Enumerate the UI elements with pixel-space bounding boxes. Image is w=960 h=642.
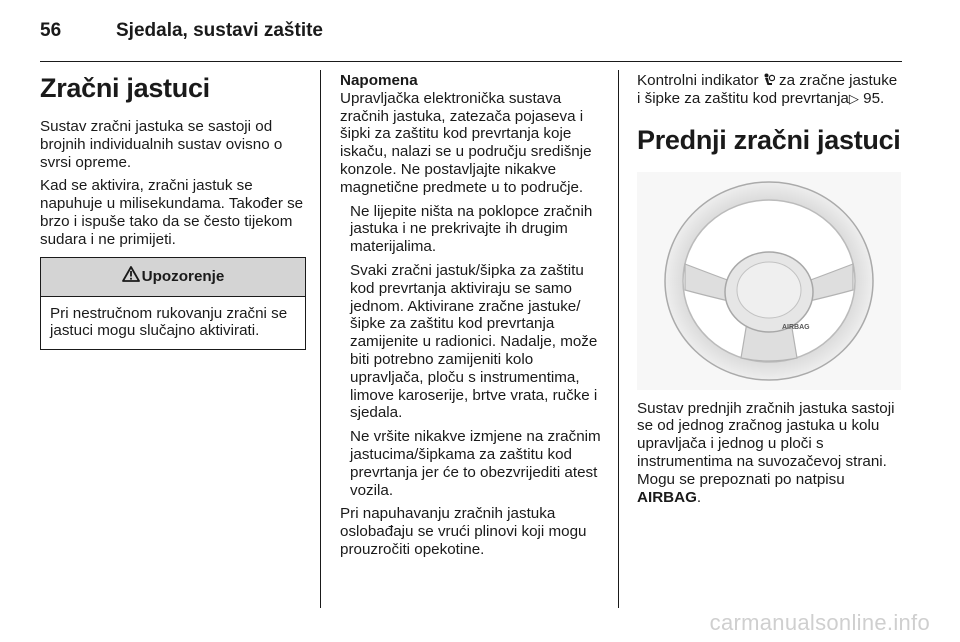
note-paragraph-1: Upravljačka elektronička sustava zračnih jastuka, zatezača pojaseva i šipki za zaštitu kod prevrtanja koje iskaču, nalazi se u području središnje konzole. Ne postavljajte nikakve magnetične predmete u to područje. bbox=[340, 89, 592, 196]
warning-text: Pri nestručnom rukovanju zračni se jastuci mogu slučajno aktivirati. bbox=[50, 304, 288, 340]
subsection-heading: Prednji zračni jastuci bbox=[637, 124, 901, 155]
column-divider-2 bbox=[618, 70, 619, 608]
page-reference[interactable]: 95. bbox=[863, 89, 885, 107]
column-2 bbox=[340, 72, 606, 565]
watermark: carmanualsonline.info bbox=[709, 610, 930, 635]
page-number: 56 bbox=[40, 20, 62, 41]
running-title: Sjedala, sustavi zaštite bbox=[116, 20, 323, 41]
section-heading: Zračni jastuci bbox=[40, 73, 210, 103]
column-1 bbox=[40, 72, 306, 350]
hot-gas-paragraph: Pri napuhavanju zračnih jastuka oslobađaju se vrući plinovi koji mogu prouzročiti opekotine. bbox=[340, 505, 587, 558]
warning-triangle-icon bbox=[122, 266, 140, 287]
warning-box bbox=[40, 257, 306, 351]
note-paragraph-2: Ne lijepite ništa na poklopce zračnih jastuka i ne prekrivajte ih drugim materijalima. bbox=[350, 202, 593, 256]
page-header bbox=[40, 20, 902, 46]
airbag-keyword: AIRBAG bbox=[637, 488, 697, 506]
warning-label: Upozorenje bbox=[141, 267, 225, 285]
note-paragraph-3: Svaki zračni jastuk/šipka za zaštitu kod prevrtanja aktiviraju se samo jednom. Aktivirane zračne jastuke/ šipke za zaštitu kod prevrtanja zamijenite u radionici. Nadalje, može biti potrebno zamijeniti kolo upravljača, ploču s instrumentima, limove karoserije, brtve vrata, ručke i sjedala. bbox=[350, 261, 598, 422]
column-3 bbox=[637, 72, 903, 512]
warning-header bbox=[41, 258, 305, 297]
column-divider-1 bbox=[320, 70, 321, 608]
front-airbag-paragraph: Sustav prednjih zračnih jastuka sastoji se od jednog zračnog jastuka u kolu upravljača i jednog u ploči s instrumentima na suvozačevoj strani. Mogu se prepoznati po natpisu AIRBAG. bbox=[637, 399, 895, 506]
airbag-label: AIRBAG bbox=[782, 323, 810, 331]
activation-paragraph: Kad se aktivira, zračni jastuk se napuhuje u milisekundama. Također se brzo i ispuše tako da se često tijekom sudara i ne primijeti. bbox=[40, 177, 304, 248]
intro-paragraph: Sustav zračni jastuka se sastoji od brojnih individualnih sustav ovisno o svrsi opreme. bbox=[40, 118, 283, 171]
indicator-paragraph: Kontrolni indikator za zračne jastuke i šipke za zaštitu kod prevrtanja▷ 95. bbox=[637, 72, 898, 107]
header-rule bbox=[40, 61, 902, 62]
steering-wheel-airbag-icon bbox=[637, 172, 901, 390]
airbag-indicator-icon bbox=[763, 72, 779, 89]
note-label: Napomena bbox=[340, 72, 418, 89]
page-reference-icon[interactable]: ▷ bbox=[848, 90, 859, 106]
note-paragraph-4: Ne vršite nikakve izmjene na zračnim jastucima/šipkama za zaštitu kod prevrtanja jer će to obezvrijediti atest vozila. bbox=[350, 428, 601, 499]
